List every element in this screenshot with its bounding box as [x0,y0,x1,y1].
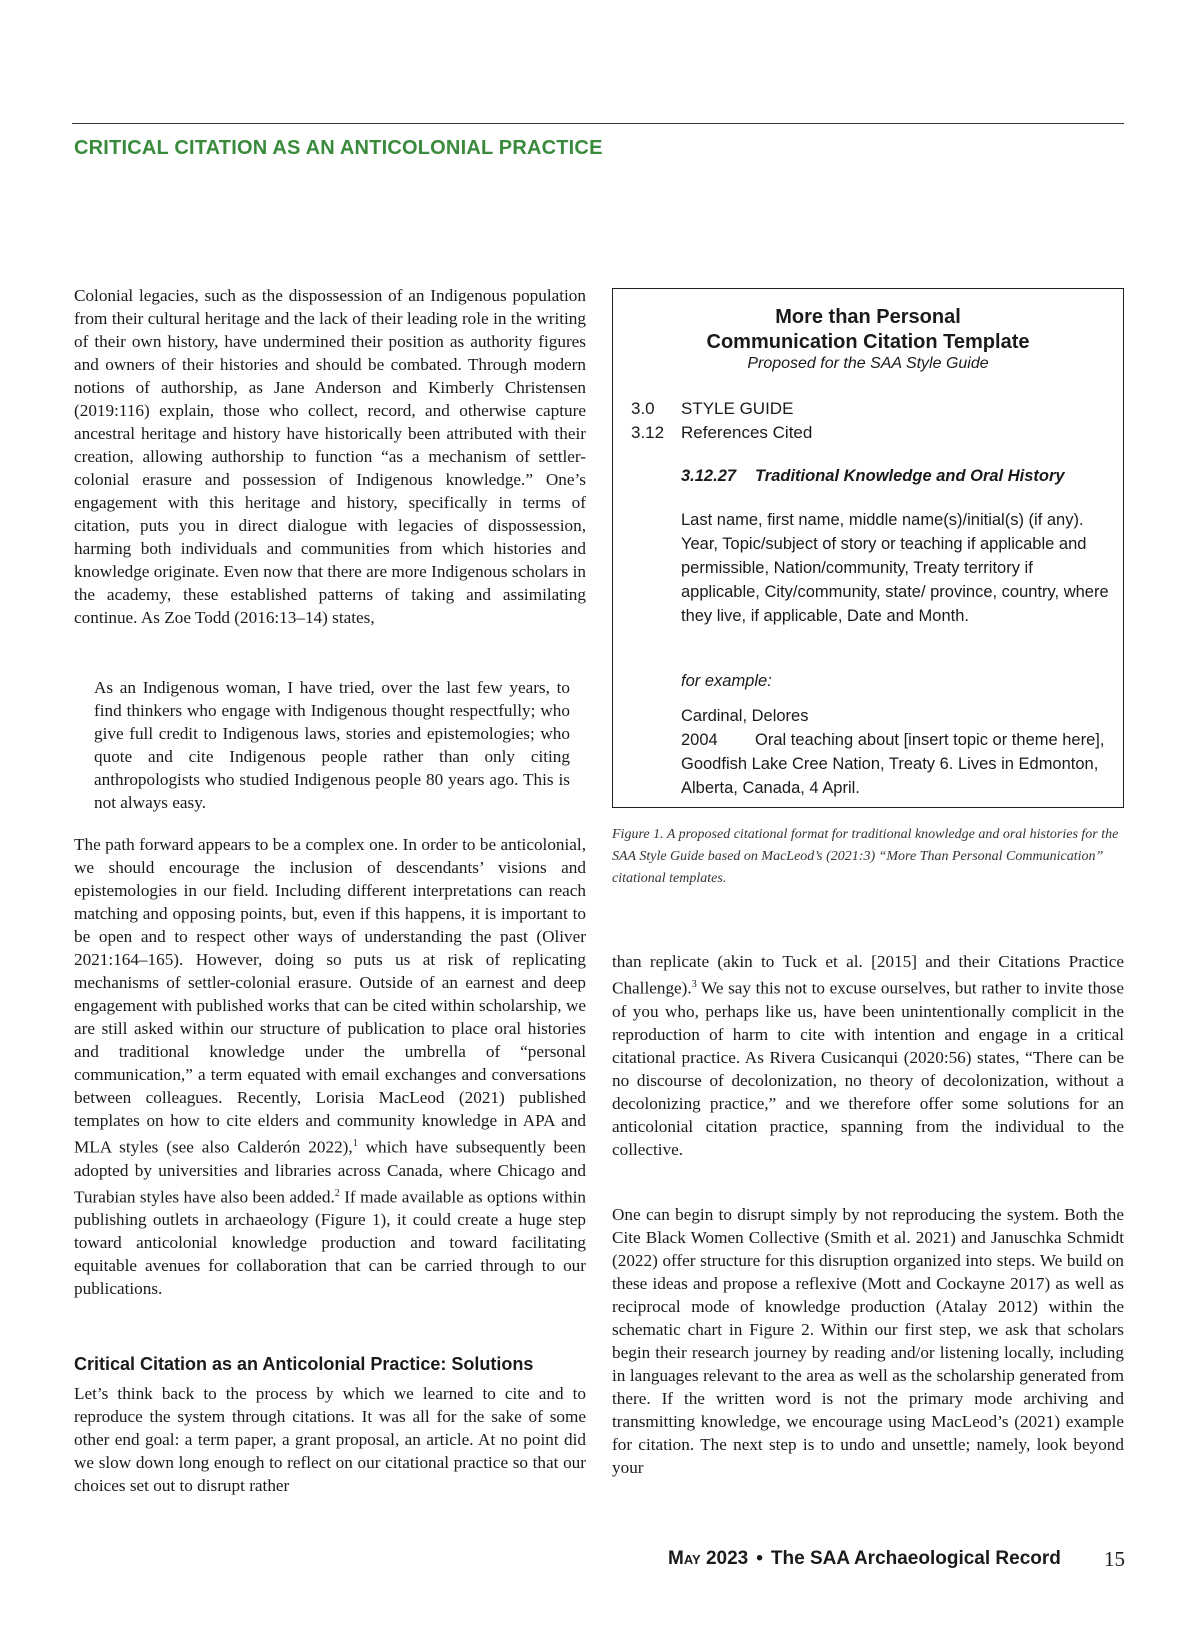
figure-box-title [613,305,1123,355]
header-rule [72,123,1124,124]
paragraph-text: We say this not to excuse ourselves, but rather to invite those of you who, perhaps like us, have been unintentionally complicit in the reproduction of harm to cite with intention and engage in a critical citational practice. As Rivera Cusicanqui (2020:56) states, “There can be no discourse of decolonization, no theory of decolonization, without a decolonizing practice,” and we therefore offer some solutions for an anticolonial citation practice, spanning from the individual to the collective. [612,978,1124,1159]
right-paragraph-1 [612,950,1124,1161]
footnote-ref-2[interactable]: 2 [334,1187,340,1199]
left-paragraph-1 [74,284,586,629]
paragraph-text: Colonial legacies, such as the dispossession of an Indigenous population from their cultural heritage and the lack of their leading role in the writing of their own history, have undermined their position as authority figures and owners of their histories and should be combated. Through modern notions of authorship, as Jane Anderson and Kimberly Christensen (2019:116) explain, those who collect, record, and otherwise capture ancestral heritage and history have historically been attributed with their creation, allowing authorship to function “as a mechanism of settler-colonial erasure and possession of Indigenous knowledge.” One’s engagement with this heritage and history, specifically in terms of citation, puts you in direct dialogue with legacies of dispossession, harming both individuals and communities from which histories and knowledge originate. Even now that there are more Indigenous scholars in the academy, these established patterns of taking and assimilating continue. As Zoe Todd (2016:13–14) states, [74,286,586,627]
example-year: 2004 [681,731,718,749]
paragraph-text: The path forward appears to be a complex one. In order to be anticolonial, we should encourage the inclusion of descendants’ visions and epistemologies in our field. Including different interpretations can reach matching and opposing points, but, even if this happens, it is important to be open and to respect other ways of understanding the past (Oliver 2021:164–165). However, doing so puts us at risk of replicating mechanisms of settler-colonial erasure. Outside of an earnest and deep engagement with published works that can be cited within scholarship, we are still asked within our structure of publication to place oral histories and traditional knowledge under the umbrella of “personal communication,” a term equated with email exchanges and conversations between colleagues. Recently, Lorisia MacLeod (2021) published templates on how to cite elders and community knowledge in APA and MLA styles (see also Calderón 2022), [74,835,586,1157]
toc-label: References Cited [681,423,813,442]
footnote-ref-1[interactable]: 1 [352,1138,358,1149]
paragraph-text: One can begin to disrupt simply by not reproducing the system. Both the Cite Black Women Collective (Smith et al. 2021) and Januschka Schmidt (2022) offer structure for this disruption organized into steps. We build on these ideas and propose a reflexive (Mott and Cockayne 2017) as well as reciprocal mode of knowledge production (Atalay 2012) within the schematic chart in Figure 2. Within our first step, we ask that scholars begin their research journey by reading and/or listening locally, including in languages relevant to the area as well as the scholarship generated from there. If the written word is not the primary mode archiving and transmitting knowledge, we encourage using MacLeod’s (2021) example for citation. The next step is to undo and unsettle; namely, look beyond your [612,1205,1124,1477]
template-section-heading [681,467,1065,486]
template-section-number: 3.12.27 [681,467,737,485]
toc-label: STYLE GUIDE [681,399,794,418]
toc-item [631,399,793,419]
page-number: 15 [1104,1547,1125,1571]
paragraph-text: Let’s think back to the process by which we learned to cite and to reproduce the system through citations. It was all for the sake of some other end goal: a term paper, a grant proposal, an article. At no point did we slow down long enough to reflect on our citational practice so that our choices set out to disrupt rather [74,1384,586,1495]
figure-box-title-text: More than Personal Communication Citation Template [706,306,1030,353]
left-paragraph-3 [74,1382,586,1497]
left-paragraph-2 [74,833,586,1300]
paragraph-text: which have subsequently been adopted by universities and libraries across Canada, where Chicago and Turabian styles have also been added. [74,1137,586,1207]
running-footer [668,1548,1061,1570]
issue-date: May 2023 [668,1548,749,1569]
toc-item [631,423,812,443]
journal-name: The SAA Archaeological Record [770,1548,1061,1569]
toc-number: 3.0 [631,399,655,418]
example-label: for example: [681,672,772,690]
figure-box-subtitle: Proposed for the SAA Style Guide [747,355,989,372]
subheading: Critical Citation as an Anticolonial Practice: Solutions [74,1354,534,1374]
figure-1-box [612,288,1124,808]
template-format-text: Last name, first name, middle name(s)/initial(s) (if any). Year, Topic/subject of story or teaching if applicable and permissible, Nation/community, Treaty territory if applicable, City/community, state/ province, country, where they live, if applicable, Date and Month. [681,511,1109,625]
figure-caption: Figure 1. A proposed citational format for traditional knowledge and oral histories for the SAA Style Guide based on MacLeod’s (2021:3) “More Than Personal Communication” citational templates. [612,827,1119,886]
example-name: Cardinal, Delores [681,707,809,725]
footer-bullet: • [756,1548,763,1569]
example-text: Oral teaching about [insert topic or theme here], Goodfish Lake Cree Nation, Treaty 6. Lives in Edmonton, Alberta, Canada, 4 April. [681,731,1105,797]
paragraph-text: If made available as options within publishing outlets in archaeology (Figure 1), it could create a huge step toward anticolonial knowledge production and toward facilitating equitable avenues for collaboration that can be carried through to our publications. [74,1187,586,1299]
section-title: CRITICAL CITATION AS AN ANTICOLONIAL PRACTICE [74,137,603,159]
footnote-ref-3[interactable]: 3 [691,979,697,990]
template-section-title: Traditional Knowledge and Oral History [755,467,1065,485]
blockquote: As an Indigenous woman, I have tried, over the last few years, to find thinkers who engage with Indigenous thought respectfully; who give full credit to Indigenous laws, stories and epistemologies; who quote and cite Indigenous people rather than only citing anthropologists who studied Indigenous people 80 years ago. This is not always easy. [94,678,570,812]
paragraph-text: than replicate (akin to Tuck et al. [2015] and their Citations Practice Challenge). [612,952,1124,998]
toc-number: 3.12 [631,423,665,442]
template-example [681,704,1109,800]
right-paragraph-2 [612,1203,1124,1479]
